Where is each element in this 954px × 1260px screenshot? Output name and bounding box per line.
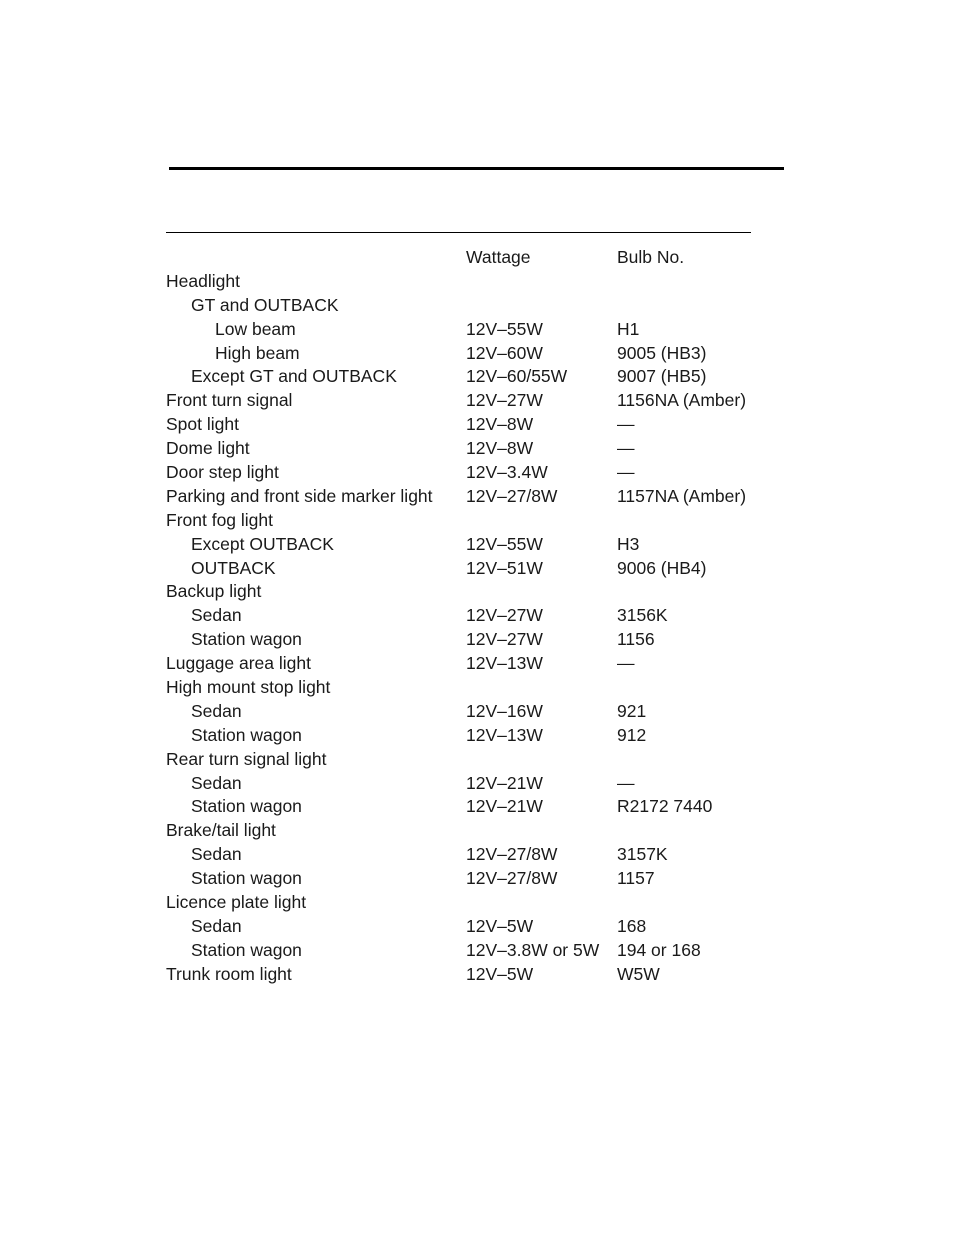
row-wattage: 12V–5W [466,915,534,936]
row-wattage: 12V–27/8W [466,844,558,865]
row-wattage: 12V–13W [466,653,543,674]
table-row [166,915,786,939]
row-wattage: 12V–21W [466,796,543,817]
table-row [166,652,786,676]
row-item-label: Parking and front side marker light [166,485,433,506]
table-row [166,461,786,485]
table-row [166,724,786,748]
row-bulb-number: 9007 (HB5) [617,366,707,387]
row-wattage: 12V–27W [466,390,543,411]
row-item-label: Low beam [215,318,296,339]
row-item-label: Headlight [166,270,240,291]
row-item-label: Trunk room light [166,963,292,984]
table-row [166,628,786,652]
row-item-label: Licence plate light [166,892,307,913]
row-wattage: 12V–3.4W [466,462,548,483]
row-item-label: High mount stop light [166,677,331,698]
table-row [166,389,786,413]
row-wattage: 12V–27/8W [466,868,558,889]
row-wattage: 12V–21W [466,772,543,793]
row-wattage: 12V–60W [466,342,543,363]
bulb-specification-table [166,246,786,987]
row-item-label: Door step light [166,462,279,483]
row-item-label: Station wagon [191,939,302,960]
row-bulb-number: 921 [617,700,647,721]
row-item-label: Luggage area light [166,653,311,674]
row-bulb-number: 1157 [617,868,655,889]
row-bulb-number: 1156NA (Amber) [617,390,747,411]
row-wattage: 12V–16W [466,700,543,721]
row-bulb-number: 3156K [617,605,668,626]
row-bulb-number: W5W [617,963,660,984]
row-item-label: Station wagon [191,868,302,889]
row-item-label: Sedan [191,772,242,793]
table-row [166,891,786,915]
table-row [166,294,786,318]
row-wattage: 12V–27/8W [466,485,558,506]
row-bulb-number: 9006 (HB4) [617,557,707,578]
row-bulb-number: — [617,438,635,459]
row-item-label: Backup light [166,581,262,602]
row-item-label: Front turn signal [166,390,293,411]
row-wattage: 12V–55W [466,318,543,339]
row-bulb-number: — [617,772,635,793]
table-row [166,700,786,724]
table-row [166,437,786,461]
table-row [166,939,786,963]
row-item-label: Sedan [191,700,242,721]
row-wattage: 12V–13W [466,724,543,745]
table-row [166,772,786,796]
row-item-label: Except GT and OUTBACK [191,366,397,387]
row-wattage: 12V–51W [466,557,543,578]
row-item-label: High beam [215,342,300,363]
table-row [166,748,786,772]
row-wattage: 12V–3.8W or 5W [466,939,600,960]
table-top-rule [166,232,751,233]
row-bulb-number: — [617,653,635,674]
table-row [166,580,786,604]
table-row [166,819,786,843]
table-row [166,843,786,867]
table-row [166,318,786,342]
row-bulb-number: H3 [617,533,640,554]
row-item-label: Spot light [166,414,239,435]
row-item-label: Sedan [191,844,242,865]
table-row [166,413,786,437]
row-wattage: 12V–55W [466,533,543,554]
table-row [166,963,786,987]
header-bulb-no: Bulb No. [617,247,685,267]
row-wattage: 12V–8W [466,438,534,459]
table-row [166,270,786,294]
table-row [166,509,786,533]
row-item-label: Station wagon [191,629,302,650]
table-row [166,557,786,581]
table-row [166,365,786,389]
row-item-label: GT and OUTBACK [191,294,339,315]
row-item-label: Station wagon [191,724,302,745]
row-bulb-number: 912 [617,724,647,745]
row-bulb-number: 9005 (HB3) [617,342,707,363]
row-bulb-number: — [617,462,635,483]
row-item-label: Sedan [191,605,242,626]
row-item-label: Brake/tail light [166,820,276,841]
header-wattage: Wattage [466,247,531,267]
table-row [166,533,786,557]
row-item-label: Station wagon [191,796,302,817]
row-bulb-number: 3157K [617,844,668,865]
row-wattage: 12V–27W [466,605,543,626]
table-body [166,270,786,987]
row-item-label: Except OUTBACK [191,533,334,554]
table-row [166,485,786,509]
row-item-label: OUTBACK [191,557,276,578]
table-row [166,795,786,819]
row-bulb-number: R2172 7440 [617,796,713,817]
row-wattage: 12V–5W [466,963,534,984]
row-item-label: Sedan [191,915,242,936]
row-wattage: 12V–8W [466,414,534,435]
row-bulb-number: 1156 [617,629,655,650]
table-row [166,867,786,891]
table-header-row [166,246,786,270]
row-item-label: Rear turn signal light [166,748,327,769]
row-bulb-number: 194 or 168 [617,939,701,960]
table-row [166,342,786,366]
row-bulb-number: 1157NA (Amber) [617,485,747,506]
section-divider [169,167,784,170]
row-wattage: 12V–60/55W [466,366,568,387]
row-wattage: 12V–27W [466,629,543,650]
row-item-label: Dome light [166,438,250,459]
row-item-label: Front fog light [166,509,273,530]
table-row [166,676,786,700]
row-bulb-number: H1 [617,318,640,339]
row-bulb-number: — [617,414,635,435]
row-bulb-number: 168 [617,915,647,936]
table-row [166,604,786,628]
